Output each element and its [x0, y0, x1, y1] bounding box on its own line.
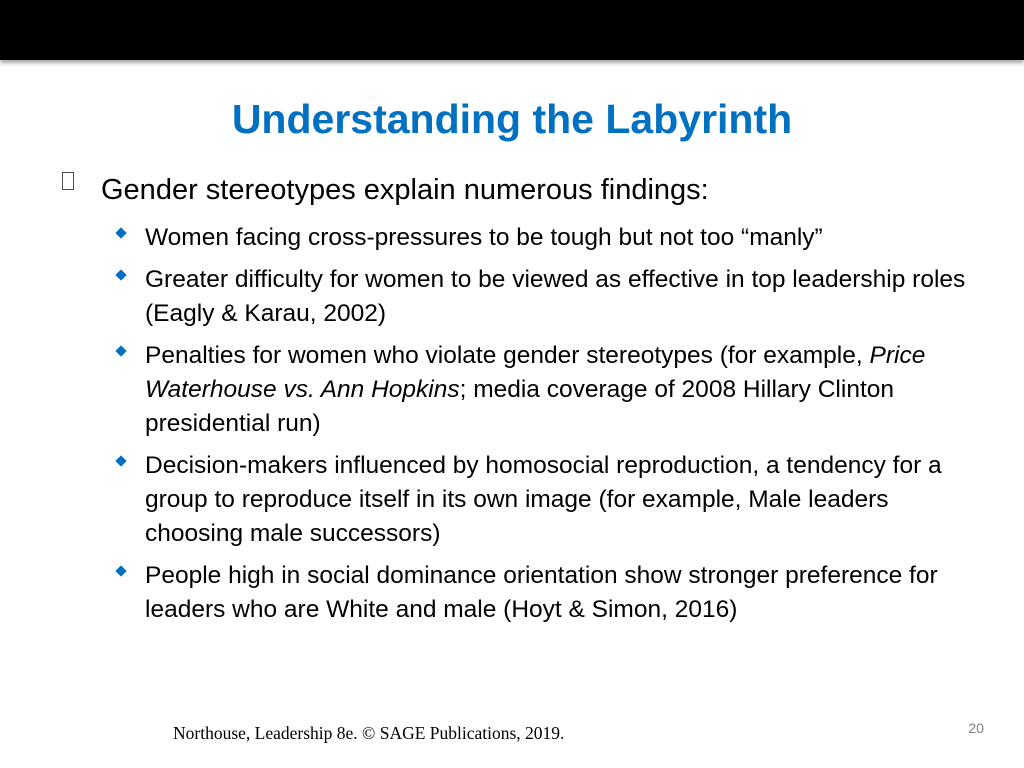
page-number: 20	[968, 720, 984, 736]
sub-bullet-text-before: Penalties for women who violate gender stereotypes (for example,	[145, 342, 870, 369]
diamond-icon	[115, 345, 126, 356]
level1-bullet-text: Gender stereotypes explain numerous findings:	[101, 174, 709, 206]
sub-bullet-text: People high in social dominance orientation show stronger preference for leaders who are White and male (Hoyt & Simon, 2016)	[145, 562, 938, 623]
diamond-icon	[115, 565, 126, 576]
diamond-icon	[115, 227, 126, 238]
sub-bullet-item	[145, 449, 975, 551]
sub-bullet-item	[145, 221, 975, 255]
sub-bullet-text: Decision-makers influenced by homosocial reproduction, a tendency for a group to reproduce itself in its own image (for example, Male leaders choosing male successors)	[145, 452, 942, 547]
sub-bullet-text: Greater difficulty for women to be viewed as effective in top leadership roles (Eagly & Karau, 2002)	[145, 266, 966, 327]
sub-bullet-item	[145, 559, 975, 627]
slide-title: Understanding the Labyrinth	[231, 96, 793, 142]
footer-citation: Northouse, Leadership 8e. © SAGE Publications, 2019.	[173, 723, 565, 743]
sub-bullet-item	[145, 339, 975, 441]
sub-bullet-text-after: ; media coverage of 2008 Hillary Clinton presidential run)	[145, 376, 894, 437]
sub-bullet-item	[145, 263, 975, 331]
sub-bullet-list	[145, 221, 975, 635]
sub-bullet-text: Women facing cross-pressures to be tough but not too “manly”	[145, 224, 823, 251]
diamond-icon	[115, 455, 126, 466]
case-name-italic: Price Waterhouse vs. Ann Hopkins	[145, 342, 926, 403]
diamond-icon	[115, 269, 126, 280]
square-outline-icon	[62, 172, 74, 190]
top-bar	[0, 0, 1024, 60]
